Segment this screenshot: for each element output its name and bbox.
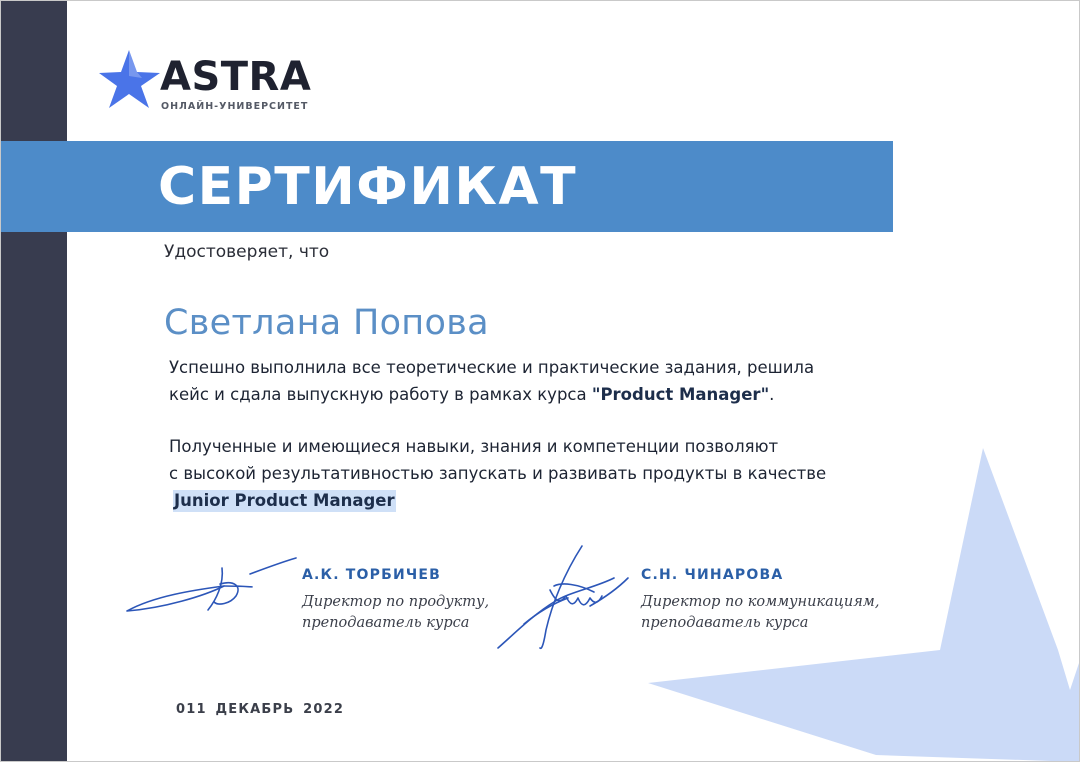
paragraph-line xyxy=(169,381,889,408)
signatory-role-line: преподаватель курса xyxy=(641,615,809,631)
signatory-role-line: преподаватель курса xyxy=(302,615,470,631)
paragraph-text: кейс и сдала выпускную работу в рамках курса xyxy=(169,385,592,404)
logo-subtitle: ОНЛАЙН-УНИВЕРСИТЕТ xyxy=(161,101,309,112)
signatory-name: С.Н. ЧИНАРОВА xyxy=(641,567,784,583)
signatory-role-line: Директор по коммуникациям, xyxy=(641,594,880,610)
signature-2-icon xyxy=(494,544,634,654)
paragraph-line xyxy=(169,487,889,514)
title-banner xyxy=(0,141,893,232)
left-sidebar-stripe xyxy=(0,0,67,762)
signatory-role xyxy=(302,592,489,634)
signature-1-icon xyxy=(124,556,304,620)
signatory-role-line: Директор по продукту, xyxy=(302,594,490,610)
logo-name: ASTRA xyxy=(160,54,312,100)
astra-logo xyxy=(98,48,338,118)
paragraph-line: Полученные и имеющиеся навыки, знания и компетенции позволяют xyxy=(169,437,779,456)
paragraph-line: Успешно выполнила все теоретические и практические задания, решила xyxy=(169,358,815,377)
star-icon xyxy=(98,48,162,112)
competence-paragraph xyxy=(169,433,889,514)
certifies-text: Удостоверяет, что xyxy=(164,242,330,262)
signatory-role xyxy=(641,592,879,634)
achievement-paragraph xyxy=(169,354,889,408)
course-name: "Product Manager" xyxy=(591,385,770,404)
certificate-title: СЕРТИФИКАТ xyxy=(158,157,578,217)
signatory-2 xyxy=(641,566,879,634)
signatory-name: А.К. ТОРБИЧЕВ xyxy=(302,567,442,583)
signatory-1 xyxy=(302,566,489,634)
issue-date: 011 ДЕКАБРЬ 2022 xyxy=(176,702,345,717)
paragraph-line: с высокой результативностью запускать и развивать продукты в качестве xyxy=(169,464,827,483)
paragraph-text: . xyxy=(769,385,775,404)
recipient-name: Светлана Попова xyxy=(164,303,489,343)
role-highlight: Junior Product Manager xyxy=(174,491,395,510)
